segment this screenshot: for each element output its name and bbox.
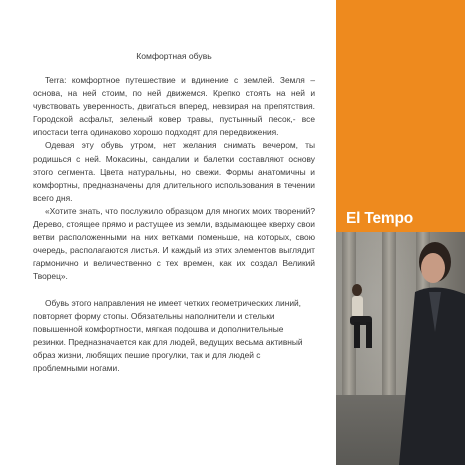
text-column <box>33 0 315 465</box>
page-title: Комфортная обувь <box>136 51 212 61</box>
paragraph-1: Terra: комфортное путешествие и вдинение с землей. Земля – основа, на ней стоим, по ней движемся. Крепко стоять на ней и чувствовать уверенность, двигаться вперед, невзирая на препятствия. Городской асфальт, зеленый ковер травы, пустынный песок,- все ипостаси terra одинаково хорошо подходят для передвижения. <box>33 75 315 138</box>
paragraph-2: Одевая эту обувь утром, нет желания снимать вечером, ты родишься с ней. Мокасины, сандалии и балетки составляют основу этого сегмента. Цвета натуральны, но свежи. Формы анатомичны и комфортны, предназначены для длительного использования в течении всего дня. <box>33 140 315 203</box>
fashion-photo <box>336 232 465 465</box>
paragraph-4: Обувь этого направления не имеет четких геометрических линий, повторяет форму стопы. Обязательны наполнители и стельки повышенной комфортности, мягкая подошва и дополнительные резинки. Предназначается как для людей, ведущих весьма активный образ жизни, любящих пешие прогулки, так и для людей с проблемными ногами. <box>33 297 303 373</box>
brand-logo: El Tempo <box>346 210 414 227</box>
photo-pillar <box>382 232 396 407</box>
paragraph-gap <box>33 284 315 297</box>
man-in-suit-figure <box>395 232 465 465</box>
paragraph-3: «Хотите знать, что послужило образцом для многих моих творений? Дерево, стоящее прямо и растущее из земли, вздымающее кверху свои ветви расположенными на них ветками поменьше, на которых, свою очередь, располагаются листья. И каждый из этих элементов выглядит гармонично и величественно с тех времен, как их создал Великий Творец». <box>33 205 315 282</box>
seated-woman-figure <box>344 282 378 352</box>
body-text <box>33 74 315 375</box>
